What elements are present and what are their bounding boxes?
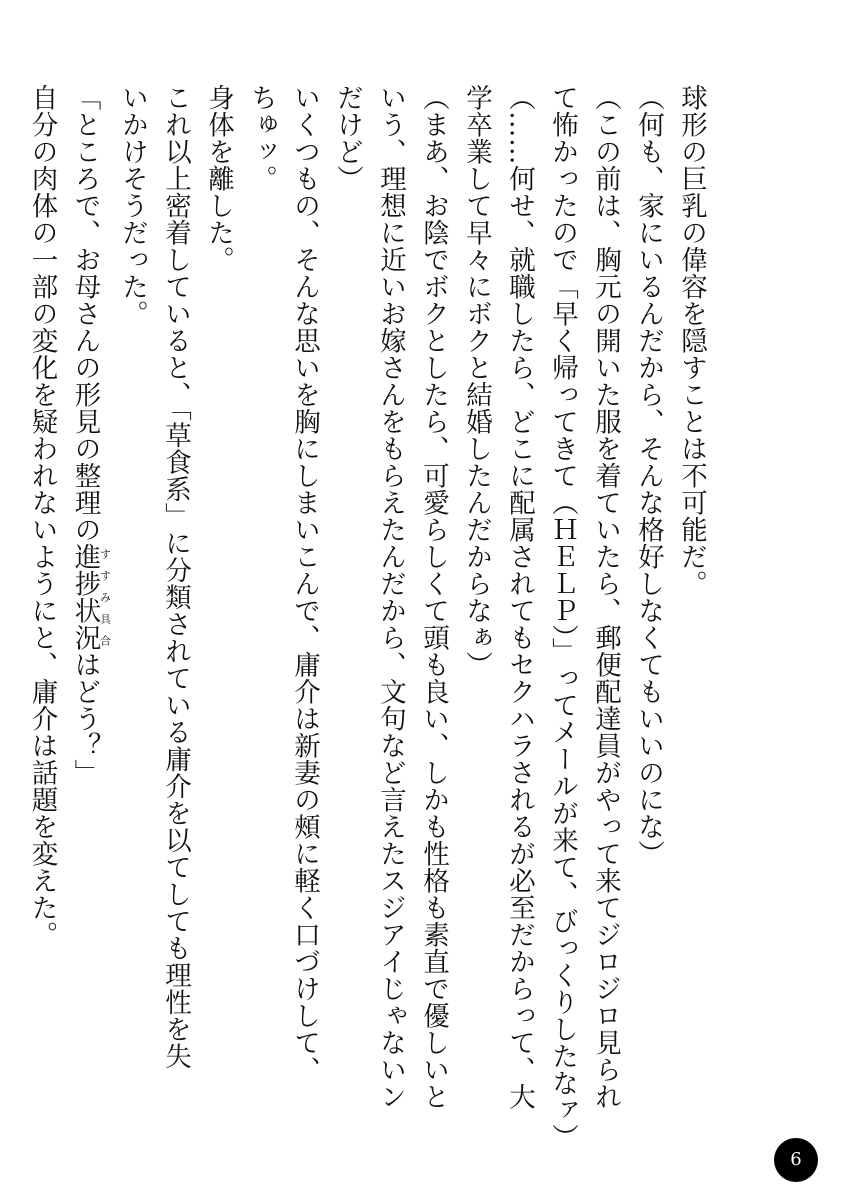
furigana-ruby: [69, 543, 112, 651]
text-line: 自分の肉体の一部の変化を疑われないようにと、庸介は話題を変えた。: [26, 84, 58, 948]
text-line: 身体を離した。: [203, 84, 234, 273]
dialogue-after-ruby: はどう？」: [69, 651, 101, 786]
text-line: これ以上密着していると、「草食系」に分類されている庸介を以てしても理性を失: [160, 84, 191, 1070]
text-line: （……何せ、就職したら、どこに配属されてもセクハラされるが必至だからって、大: [504, 84, 535, 1110]
page-number-badge: 6: [774, 1138, 818, 1182]
text-line: （この前は、胸元の開いた服を着ていたら、郵便配達員がやって来てジロジロ見られ: [590, 84, 621, 1110]
text-line: いかけそうだった。: [117, 84, 148, 327]
text-line: いくつもの、そんな思いを胸にしまいこんで、庸介は新妻の頰に軽く口づけして、: [289, 84, 320, 1083]
ruby-text: すすみ具合: [98, 543, 112, 651]
dialogue-line: [64, 84, 112, 1084]
text-line: て怖かったので「早く帰ってきて（ＨＥＬＰ）」ってメールが来て、びっくりしたなァ）: [547, 84, 578, 1151]
text-line: （何も、家にいるんだから、そんな格好しなくてもいいのにな）: [633, 84, 664, 867]
text-line: いう、理想に近いお嫁さんをもらえたんだから、文句など言えたスジアイじゃないン: [375, 84, 406, 1110]
ruby-base: 進捗状況: [69, 543, 101, 651]
vertical-text-body: [21, 84, 714, 1151]
text-line: 球形の巨乳の偉容を隠すことは不可能だ。: [676, 84, 707, 597]
text-line: 学卒業して早々にボクと結婚したんだからなぁ）: [461, 84, 492, 678]
dialogue-before-ruby: 「ところで、お母さんの形見の整理の: [69, 84, 101, 543]
text-line: ちゅッ。: [246, 84, 277, 192]
text-line: （まあ、お陰でボクとしたら、可愛らしくて頭も良い、しかも性格も素直で優しいと: [418, 84, 449, 1110]
text-line: だけど）: [332, 84, 363, 192]
